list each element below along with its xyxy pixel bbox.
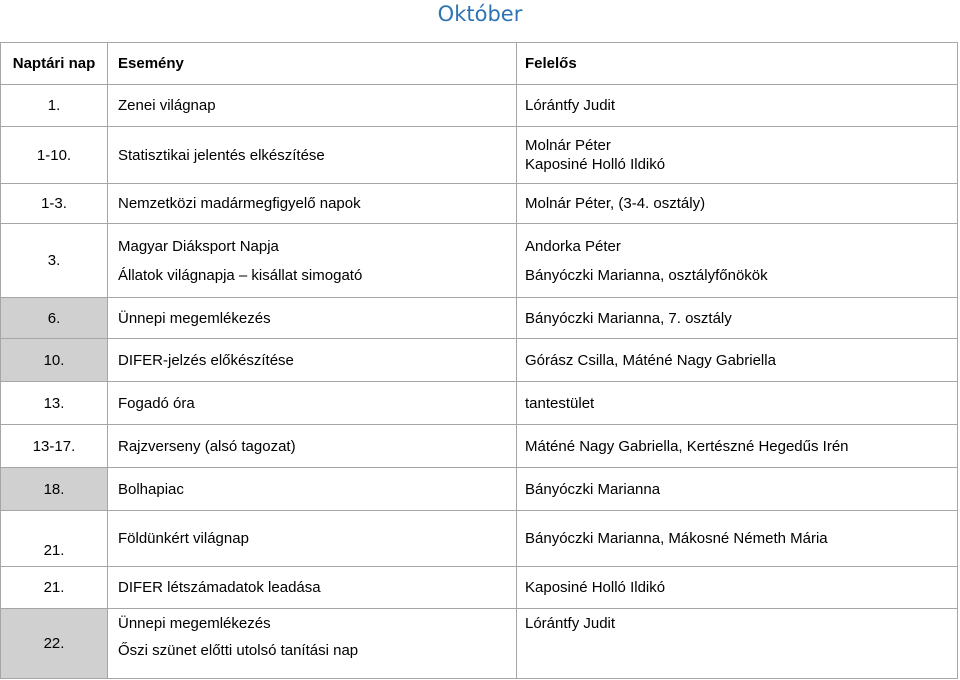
row-day: 18. — [1, 468, 108, 511]
header-event: Esemény — [108, 43, 517, 85]
row-event — [108, 382, 517, 425]
row-responsible — [517, 298, 958, 339]
header-responsible: Felelős — [517, 43, 958, 85]
table-row — [1, 382, 958, 425]
row-responsible — [517, 85, 958, 127]
row-day: 21. — [1, 567, 108, 609]
event-line: Állatok világnapja – kisállat simogató — [118, 266, 363, 284]
row-day: 1-10. — [1, 127, 108, 184]
responsible-line: Kaposiné Holló Ildikó — [525, 156, 666, 173]
responsible-line: Górász Csilla, Máténé Nagy Gabriella — [525, 351, 776, 369]
row-day: 1-3. — [1, 184, 108, 224]
row-responsible — [517, 609, 958, 679]
row-responsible — [517, 382, 958, 425]
page-title: Október — [437, 2, 523, 26]
row-responsible — [517, 567, 958, 609]
event-line: DIFER létszámadatok leadása — [118, 579, 321, 596]
row-day: 1. — [1, 85, 108, 127]
row-day: 22. — [1, 609, 108, 679]
responsible-line: Máténé Nagy Gabriella, Kertészné Hegedűs Irén — [525, 437, 849, 455]
table-row — [1, 298, 958, 339]
event-line: Nemzetközi madármegfigyelő napok — [118, 195, 361, 212]
row-event — [108, 468, 517, 511]
row-event — [108, 511, 517, 567]
table-row — [1, 339, 958, 382]
responsible-line: Molnár Péter — [525, 137, 611, 154]
row-responsible — [517, 339, 958, 382]
row-responsible — [517, 468, 958, 511]
row-event — [108, 224, 517, 298]
responsible-line: Andorka Péter — [525, 237, 621, 255]
event-line: Bolhapiac — [118, 480, 184, 498]
event-line: Statisztikai jelentés elkészítése — [118, 146, 325, 164]
row-day: 13-17. — [1, 425, 108, 468]
row-day: 21. — [1, 511, 108, 567]
responsible-line: Kaposiné Holló Ildikó — [525, 579, 666, 596]
event-line: Földünkért világnap — [118, 530, 249, 547]
event-line: Ünnepi megemlékezés — [118, 309, 271, 327]
header-day: Naptári nap — [1, 43, 108, 85]
row-day: 6. — [1, 298, 108, 339]
row-responsible — [517, 184, 958, 224]
table-header-row — [1, 43, 958, 85]
row-responsible — [517, 425, 958, 468]
row-day: 3. — [1, 224, 108, 298]
row-responsible — [517, 127, 958, 184]
event-line: Őszi szünet előtti utolsó tanítási nap — [118, 642, 359, 659]
responsible-line: Bányóczki Marianna, Mákosné Németh Mária — [525, 530, 828, 547]
responsible-line: Molnár Péter, (3-4. osztály) — [525, 195, 706, 212]
row-event — [108, 425, 517, 468]
event-line: Ünnepi megemlékezés — [118, 615, 271, 632]
row-day: 10. — [1, 339, 108, 382]
event-schedule-table — [0, 42, 958, 679]
row-event — [108, 567, 517, 609]
row-responsible — [517, 511, 958, 567]
event-line: Zenei világnap — [118, 97, 216, 114]
table-row — [1, 85, 958, 127]
responsible-line: Lórántfy Judit — [525, 615, 616, 632]
table-row — [1, 468, 958, 511]
responsible-line: Lórántfy Judit — [525, 97, 616, 114]
table-row — [1, 224, 958, 298]
table-row — [1, 425, 958, 468]
responsible-line: Bányóczki Marianna, osztályfőnökök — [525, 266, 768, 284]
row-event — [108, 298, 517, 339]
table-row — [1, 511, 958, 567]
row-event — [108, 339, 517, 382]
row-day: 13. — [1, 382, 108, 425]
line-gap — [525, 256, 957, 266]
event-line: Magyar Diáksport Napja — [118, 237, 279, 255]
row-event — [108, 184, 517, 224]
line-gap — [118, 256, 516, 266]
line-gap — [118, 633, 516, 641]
event-line: Fogadó óra — [118, 394, 195, 412]
table-row — [1, 127, 958, 184]
row-responsible — [517, 224, 958, 298]
row-event — [108, 85, 517, 127]
responsible-line: Bányóczki Marianna — [525, 480, 661, 498]
responsible-line: tantestület — [525, 394, 595, 412]
responsible-line: Bányóczki Marianna, 7. osztály — [525, 309, 732, 327]
table-row — [1, 609, 958, 679]
event-line: DIFER-jelzés előkészítése — [118, 351, 294, 369]
row-event — [108, 127, 517, 184]
table-row — [1, 184, 958, 224]
event-line: Rajzverseny (alsó tagozat) — [118, 437, 296, 455]
table-row — [1, 567, 958, 609]
row-event — [108, 609, 517, 679]
